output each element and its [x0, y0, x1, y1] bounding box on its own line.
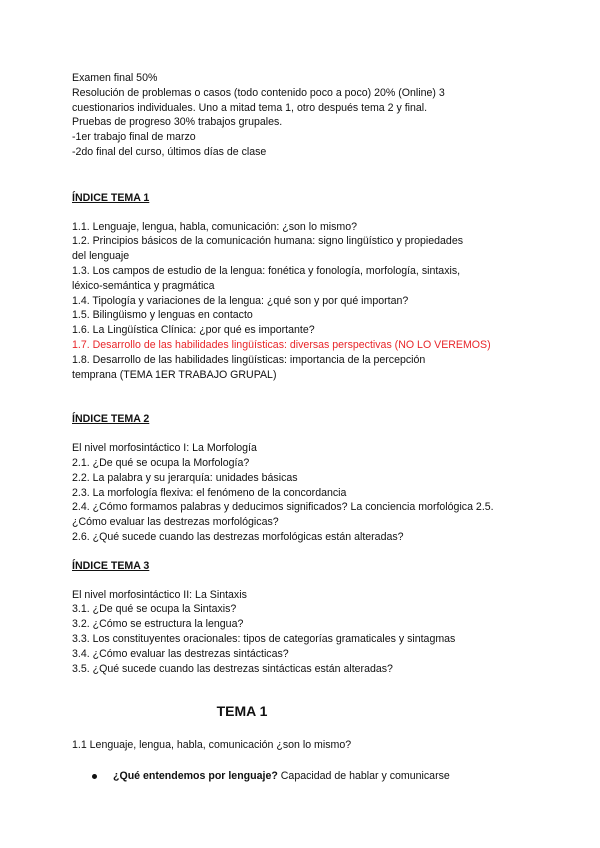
index-item: 2.4. ¿Cómo formamos palabras y deducimos significados? La conciencia morfológica 2.5.: [72, 501, 494, 514]
index-item: 2.1. ¿De qué se ocupa la Morfología?: [72, 456, 250, 469]
index-item: 1.5. Bilingüismo y lenguas en contacto: [72, 309, 253, 322]
bullet-icon: [92, 774, 97, 779]
index-item: léxico-semántica y pragmática: [72, 279, 215, 292]
tema1-subtitle: 1.1 Lenguaje, lengua, habla, comunicación ¿son lo mismo?: [72, 739, 352, 752]
intro-line: Resolución de problemas o casos (todo contenido poco a poco) 20% (Online) 3: [72, 86, 445, 99]
index-item: El nivel morfosintáctico II: La Sintaxis: [72, 588, 247, 601]
document-page: [72, 71, 532, 784]
index-tema2-heading: ÍNDICE TEMA 2: [72, 413, 150, 426]
index-item: 3.1. ¿De qué se ocupa la Sintaxis?: [72, 603, 237, 616]
intro-line: Examen final 50%: [72, 72, 158, 84]
index-item: 3.3. Los constituyentes oracionales: tipos de categorías gramaticales y sintagmas: [72, 632, 456, 645]
evaluation-notes: [72, 71, 532, 160]
intro-line: cuestionarios individuales. Uno a mitad tema 1, otro después tema 2 y final.: [72, 101, 428, 114]
index-tema3-heading: ÍNDICE TEMA 3: [72, 559, 150, 572]
index-item: 3.4. ¿Cómo evaluar las destrezas sintácticas?: [72, 647, 289, 660]
index-item: 3.5. ¿Qué sucede cuando las destrezas sintácticas están alteradas?: [72, 662, 393, 675]
bullet-question: ¿Qué entendemos por lenguaje?: [113, 770, 278, 783]
tema1-title: TEMA 1: [216, 703, 268, 720]
index-item: 1.2. Principios básicos de la comunicación humana: signo lingüístico y propiedades: [72, 235, 464, 248]
index-item: temprana (TEMA 1ER TRABAJO GRUPAL): [72, 368, 277, 381]
index-tema1-list: [72, 220, 532, 383]
index-item: 2.3. La morfología flexiva: el fenómeno de la concordancia: [72, 486, 347, 499]
index-item: del lenguaje: [72, 250, 130, 263]
index-item: 1.6. La Lingüística Clínica: ¿por qué es importante?: [72, 324, 315, 337]
index-item: 1.3. Los campos de estudio de la lengua: fonética y fonología, morfología, sintaxis,: [72, 264, 461, 277]
index-tema3-list: [72, 588, 532, 677]
index-item: 1.8. Desarrollo de las habilidades lingüísticas: importancia de la percepción: [72, 353, 426, 366]
bullet-answer: Capacidad de hablar y comunicarse: [277, 770, 450, 783]
intro-line: Pruebas de progreso 30% trabajos grupales.: [72, 116, 283, 129]
index-item: 3.2. ¿Cómo se estructura la lengua?: [72, 618, 244, 631]
intro-line: -1er trabajo final de marzo: [72, 131, 196, 144]
index-tema2-list: [72, 441, 532, 545]
index-item: 1.4. Tipología y variaciones de la lengua: ¿qué son y por qué importan?: [72, 294, 409, 307]
index-item-highlighted: 1.7. Desarrollo de las habilidades lingüísticas: diversas perspectivas (NO LO VEREMOS): [72, 338, 491, 351]
index-item: ¿Cómo evaluar las destrezas morfológicas?: [72, 516, 279, 529]
index-item: El nivel morfosintáctico I: La Morfología: [72, 442, 257, 455]
index-tema1-heading: ÍNDICE TEMA 1: [72, 191, 150, 204]
index-item: 2.2. La palabra y su jerarquía: unidades básicas: [72, 471, 298, 484]
intro-line: -2do final del curso, últimos días de clase: [72, 145, 267, 158]
index-item: 1.1. Lenguaje, lengua, habla, comunicación: ¿son lo mismo?: [72, 220, 358, 233]
bullet-list-item: [72, 769, 532, 784]
bullet-text: [113, 770, 450, 782]
index-item: 2.6. ¿Qué sucede cuando las destrezas morfológicas están alteradas?: [72, 530, 404, 543]
